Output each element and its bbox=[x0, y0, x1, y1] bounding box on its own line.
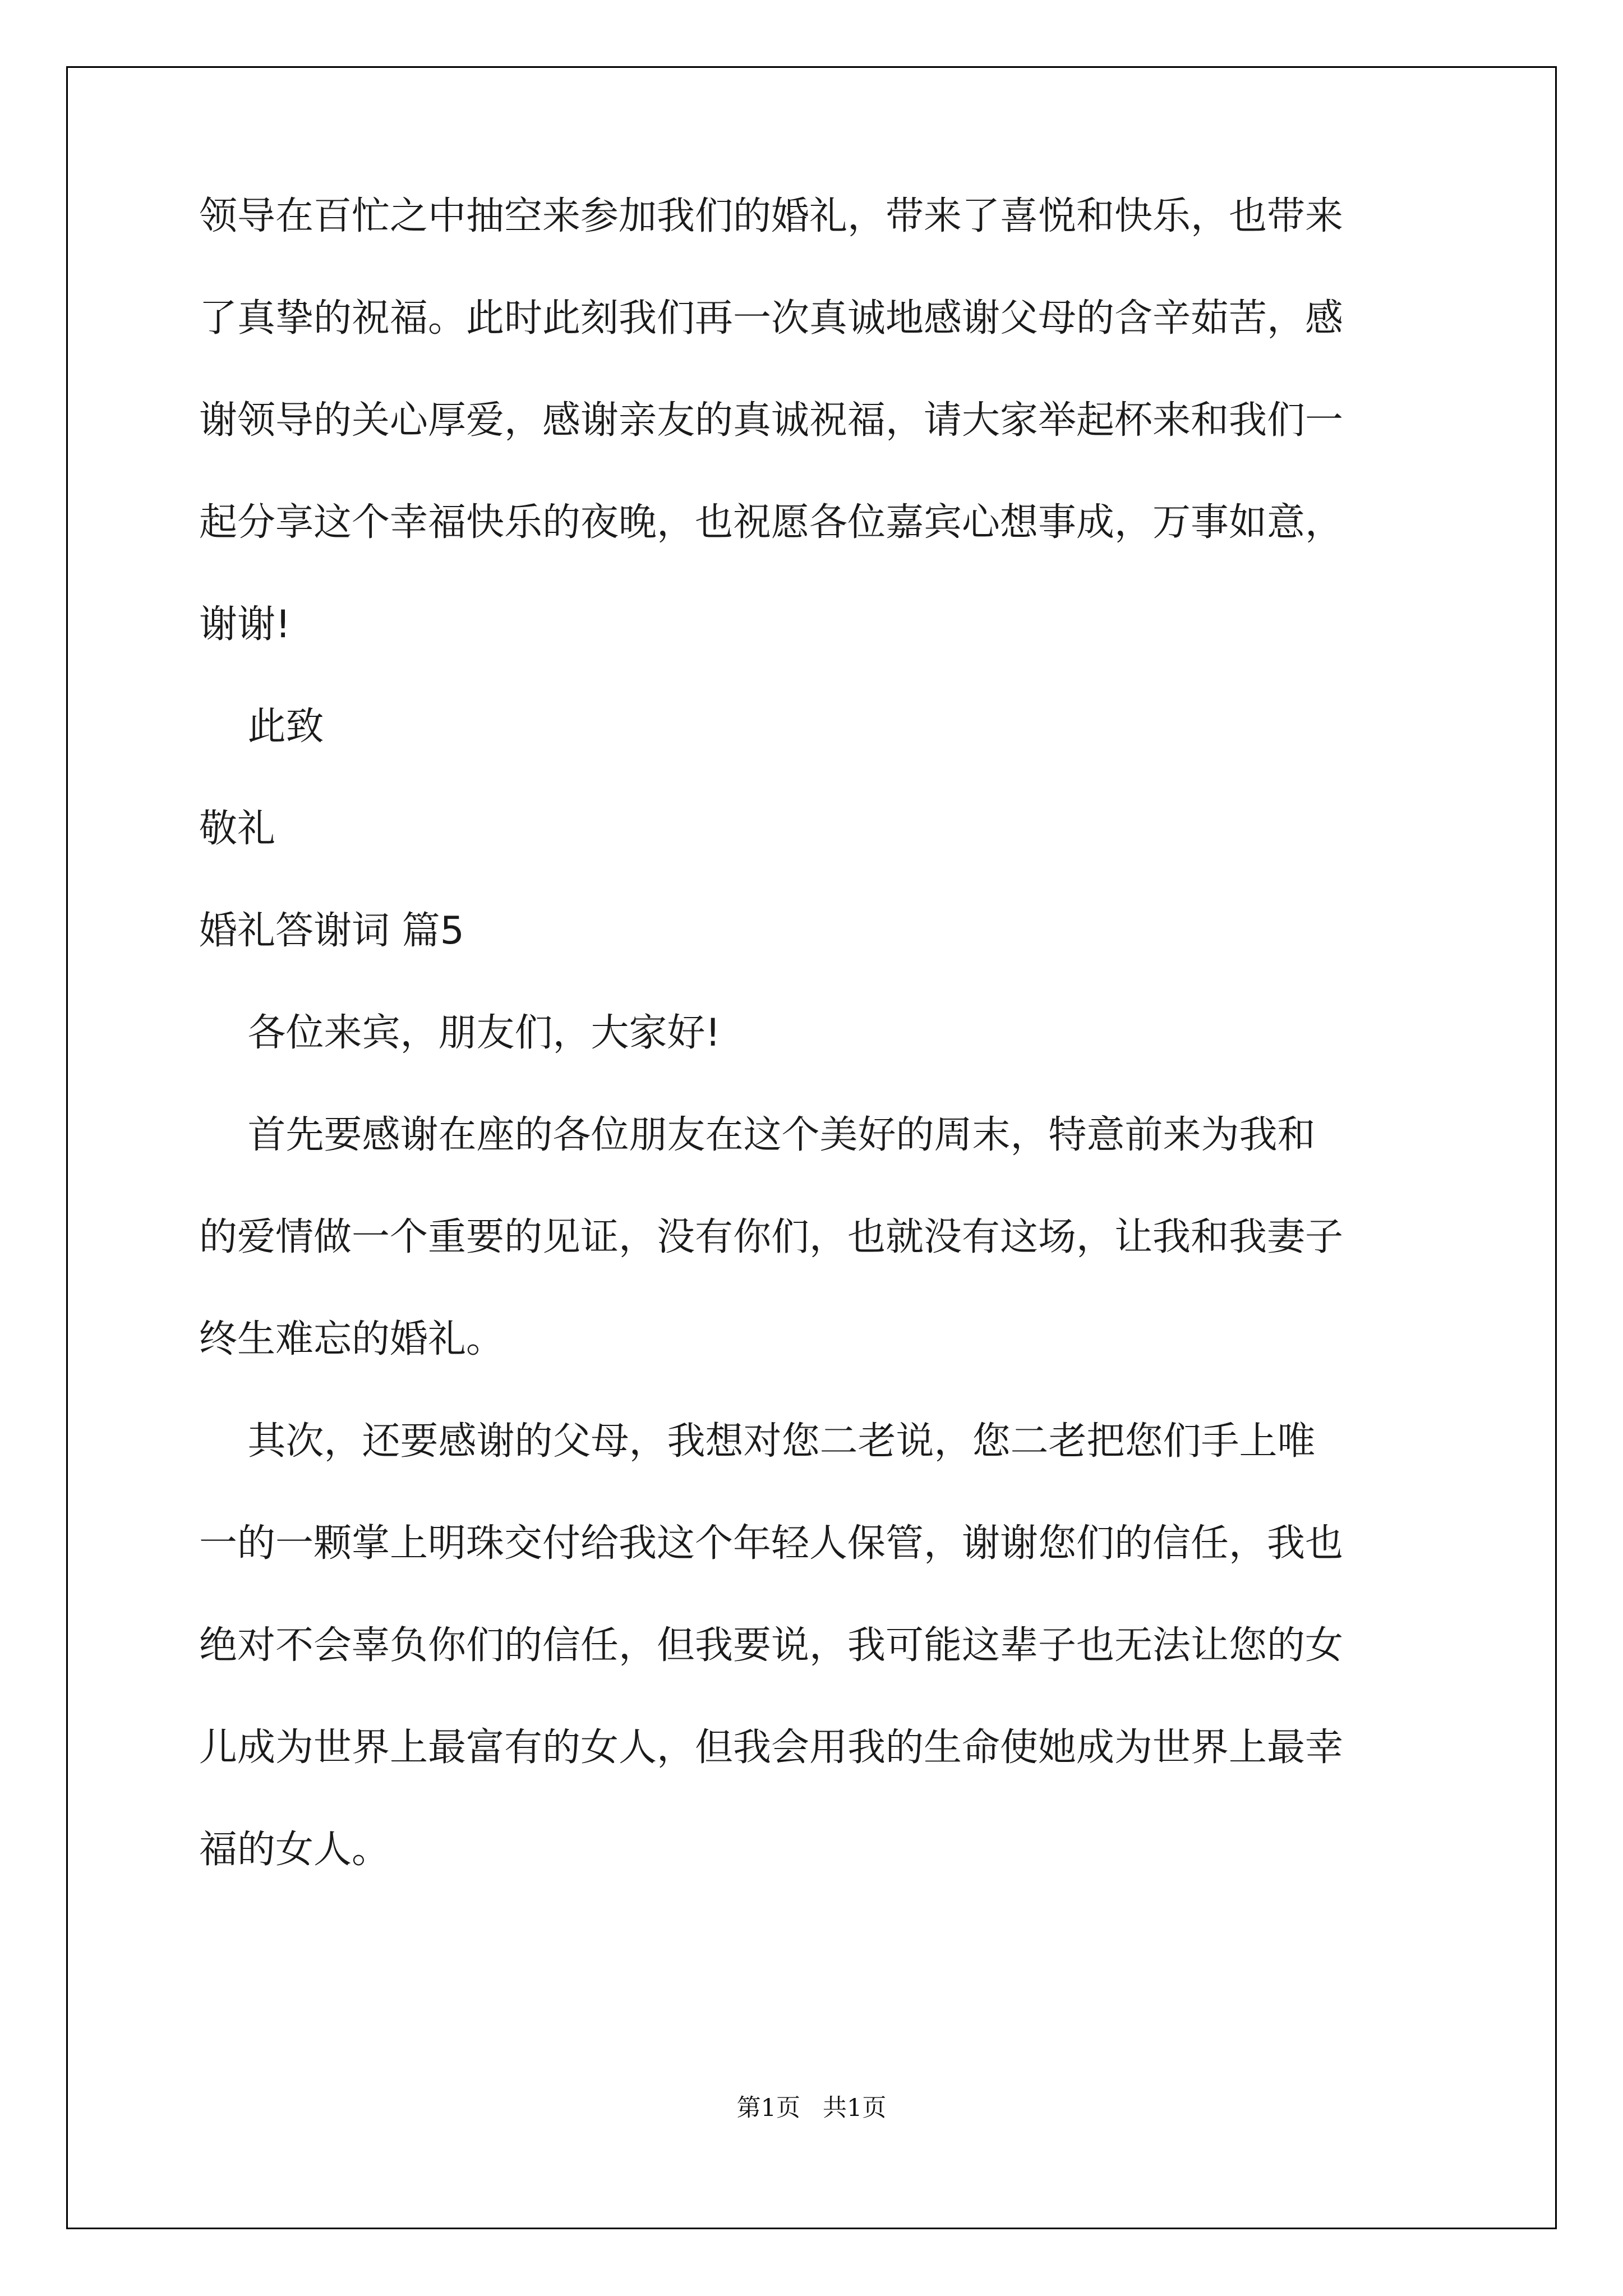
document-body bbox=[199, 191, 1433, 1875]
text-line: 终生难忘的婚礼。 bbox=[199, 1317, 505, 1361]
text-line: 儿成为世界上最富有的女人，但我会用我的生命使她成为世界上最幸 bbox=[199, 1726, 1344, 1770]
page-number: 第1页 bbox=[736, 2094, 800, 2122]
text-line: 了真挚的祝福。此时此刻我们再一次真诚地感谢父母的含辛茹苦，感 bbox=[199, 296, 1344, 341]
total-pages: 共1页 bbox=[823, 2094, 887, 2122]
text-line: 领导在百忙之中抽空来参加我们的婚礼，带来了喜悦和快乐，也带来 bbox=[199, 194, 1344, 238]
text-line: 一的一颗掌上明珠交付给我这个年轻人保管，谢谢您们的信任，我也 bbox=[199, 1521, 1344, 1566]
text-line: 谢谢! bbox=[199, 602, 291, 647]
text-line: 谢领导的关心厚爱，感谢亲友的真诚祝福，请大家举起杯来和我们一 bbox=[199, 398, 1344, 443]
text-line: 起分享这个幸福快乐的夜晚，也祝愿各位嘉宾心想事成，万事如意， bbox=[199, 500, 1344, 545]
closing-salutation: 此致 bbox=[199, 705, 324, 749]
text-line: 其次，还要感谢的父母，我想对您二老说，您二老把您们手上唯 bbox=[199, 1419, 1316, 1464]
page-footer bbox=[0, 2091, 1623, 2125]
text-line: 首先要感谢在座的各位朋友在这个美好的周末，特意前来为我和 bbox=[199, 1113, 1316, 1157]
text-line: 绝对不会辜负你们的信任，但我要说，我可能这辈子也无法让您的女 bbox=[199, 1623, 1344, 1668]
text-line: 的爱情做一个重要的见证，没有你们，也就没有这场，让我和我妻子 bbox=[199, 1215, 1344, 1259]
section-heading: 婚礼答谢词 篇5 bbox=[199, 909, 464, 953]
text-line: 福的女人。 bbox=[199, 1828, 390, 1872]
greeting-line: 各位来宾，朋友们，大家好! bbox=[199, 1011, 721, 1055]
closing-regards: 敬礼 bbox=[199, 807, 276, 851]
